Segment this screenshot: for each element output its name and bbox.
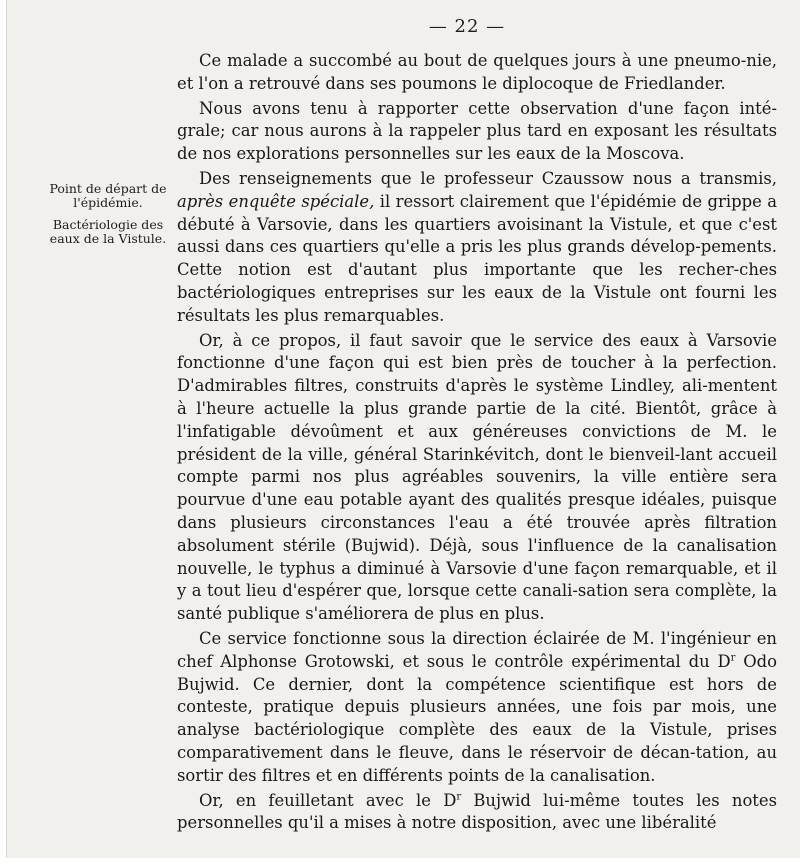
paragraph-1: Ce malade a succombé au bout de quelques jours à une pneumo-nie, et l'on a retrouvé dans ses poumons le diplocoque de Friedlander.	[177, 51, 777, 93]
paragraph-4: Or, à ce propos, il faut savoir que le service des eaux à Varsovie fonctionne d'une façon qui est bien près de toucher à la perfection. D'admirables filtres, construits d'après le système Lindley, ali-mentent à l'heure actuelle la plus grande partie de la cité. Bientôt, grâce à l'infatigable dévoûment et aux généreuses convictions de M. le président de la ville, général Starinkévitch, dont le bienveil-lant accueil compte parmi nos plus agréables souvenirs, la ville entière sera pourvue d'une eau potable ayant des qualités presque idéales, puisque dans plusieurs circonstances l'eau a été trouvée après filtration absolument stérile (Bujwid). Déjà, sous l'influence de la canalisation nouvelle, le typhus a diminué à Varsovie d'une façon remarquable, et il y a tout lieu d'espérer que, lorsque cette canali-sation sera complète, la santé publique s'améliorera de plus en plus.	[177, 330, 777, 624]
paragraph-6	[177, 790, 777, 836]
paragraph-3	[177, 168, 777, 328]
body-text	[177, 50, 777, 835]
margin-notes	[37, 182, 179, 254]
book-page	[6, 0, 800, 858]
doctor-abbrev-sup: r	[730, 652, 736, 664]
paragraph-6-start: Or, en feuilletant avec le D	[199, 790, 457, 810]
paragraph-3-italic: après enquête spéciale,	[177, 191, 375, 211]
paragraph-5-end: Odo Bujwid. Ce dernier, dont la compétence scientifique est hors de conteste, pratique depuis plusieurs années, une fois par mois, une analyse bactériologique complète des eaux de la Vistule, prises comparativement dans le fleuve, dans le réservoir de décan-tation, au sortir des filtres et en différents points de la canalisation.	[177, 651, 777, 785]
page-number: — 22 —	[428, 16, 506, 37]
paragraph-5	[177, 628, 777, 788]
paragraph-2: Nous avons tenu à rapporter cette observation d'une façon inté-grale; car nous aurons à la rappeler plus tard en exposant les résultats de nos explorations personnelles sur les eaux de la Moscova.	[177, 98, 777, 164]
paragraph-3-start: Des renseignements que le professeur Czaussow nous a transmis,	[199, 168, 777, 188]
doctor-abbrev-sup: r	[456, 791, 462, 803]
margin-note-bacteriology: Bactériologie des eaux de la Vistule.	[49, 217, 167, 246]
paragraph-5-start: Ce service fonctionne sous la direction éclairée de M. l'ingénieur en chef Alphonse Grotowski, et sous le contrôle expérimental du D	[177, 628, 777, 671]
paragraph-6-end: Bujwid lui-même toutes les notes personnelles qu'il a mises à notre disposition, avec une libéralité	[177, 790, 778, 833]
margin-note-origin: Point de départ de l'épidémie.	[49, 181, 167, 210]
paragraph-3-end: il ressort clairement que l'épidémie de grippe a débuté à Varsovie, dans les quartiers avoisinant la Vistule, et que c'est aussi dans ces quartiers qu'elle a pris les plus grands dévelop-pements. Cette notion est d'autant plus importante que les recher-ches bactériologiques entreprises sur les eaux de la Vistule ont fourni les résultats les plus remarquables.	[177, 191, 777, 325]
